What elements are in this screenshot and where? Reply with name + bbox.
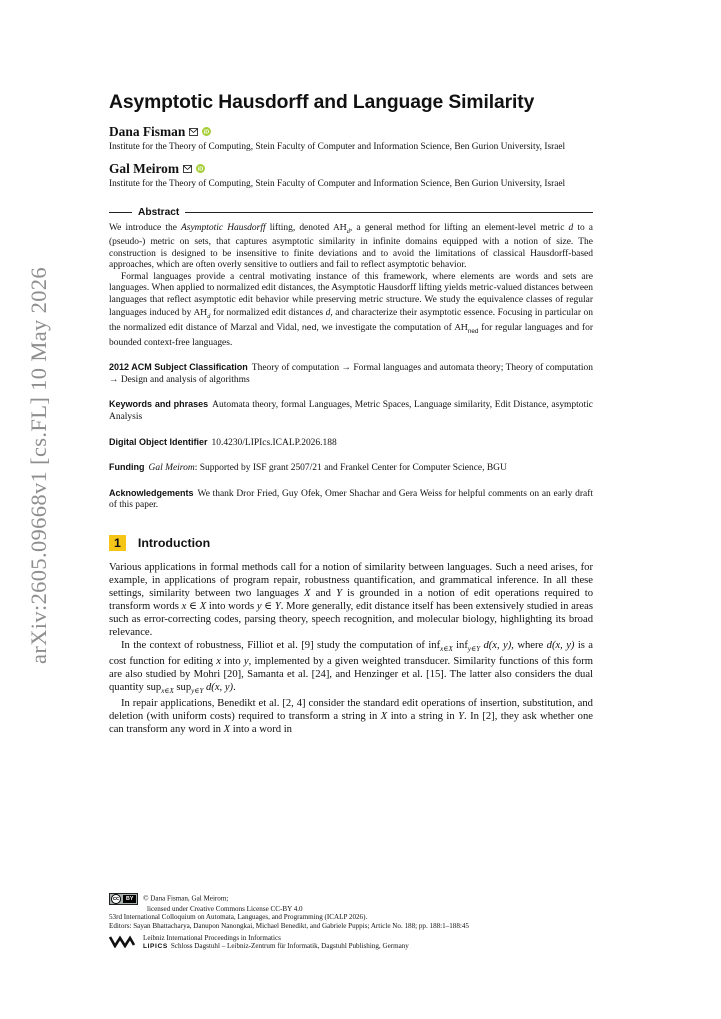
text-run: is grounded in a notion of edit operations required to transform words [109, 587, 594, 612]
author-name: Dana Fisman [109, 124, 186, 139]
orcid-icon[interactable] [202, 127, 211, 136]
math-variable: Y [458, 710, 464, 722]
text-run: Various applications in formal methods call for a notion of similarity between languages. Such a need arises, for example, in applications of program repair, robustness quantification, and grammatical inference. In all these settings, similarity between two languages [109, 561, 593, 599]
math-subscript: y∈Y [467, 644, 481, 653]
math-expression: d(x, y) [546, 639, 575, 651]
text-run: into words [206, 600, 257, 612]
math-subscript: x∈X [440, 644, 453, 653]
meta-label: Digital Object Identifier [109, 436, 208, 447]
arxiv-identifier-stamp[interactable]: arXiv:2605.09668v1 [cs.FL] 10 May 2026 [26, 266, 51, 664]
meta-label: Keywords and phrases [109, 399, 209, 410]
meta-text: Automata theory, formal Languages, Metric Spaces, Language similarity, Edit Distance, asymptotic Analysis [109, 400, 593, 422]
math-subscript: ned [467, 328, 479, 336]
acknowledgements [109, 488, 593, 512]
cc-by-license-badge[interactable] [109, 893, 138, 905]
lipics-block [109, 934, 593, 952]
meta-label: Acknowledgements [109, 487, 194, 498]
author-line [109, 161, 593, 176]
abstract-paragraph [109, 272, 593, 349]
math-subscript: d [207, 312, 211, 320]
acm-classification [109, 362, 593, 386]
text-run: is a cost function for editing [109, 639, 594, 667]
math-expression: d(x, y) [480, 639, 512, 651]
author-affiliation: Institute for the Theory of Computing, Stein Faculty of Computer and Information Science, Ben Gurion University, Israel [109, 179, 566, 190]
math-symbol: AH [193, 306, 208, 317]
text-run: Formal languages provide a central motivating instance of this framework, where elements are words and sets are languages. When applied to normalized edit distances, the Asymptotic Hausdorff lifting yields metric-valued distances between languages that reflect asymptotic edit behavior while preserving metric structure. We study the equivalence classes of regular languages induced by [109, 271, 593, 318]
svg-text:iD: iD [197, 166, 204, 173]
meta-label: Funding [109, 462, 145, 473]
by-icon: BY [123, 895, 136, 903]
text-run: into a word in [230, 723, 292, 735]
math-variable: y [243, 655, 249, 667]
text-run: into [220, 655, 244, 667]
abstract-label: Abstract [138, 206, 180, 218]
section-number: 1 [109, 535, 126, 551]
publisher-text: Schloss Dagstuhl – Leibniz-Zentrum für Informatik, Dagstuhl Publishing, Germany [170, 942, 409, 951]
keywords [109, 399, 593, 423]
math-variable: X [380, 710, 388, 722]
copyright-text: © Dana Fisman, Gal Meirom; [143, 894, 229, 903]
divider [109, 212, 132, 213]
math-operator: inf [428, 639, 441, 651]
math-expression: d(x, y) [203, 681, 234, 693]
lipics-text [143, 934, 409, 952]
meta-text: We thank Dror Fried, Guy Ofek, Omer Shachar and Gera Weiss for helpful comments on an early draft of this paper. [109, 488, 593, 511]
lipics-logo-icon [109, 934, 139, 948]
math-variable: d [325, 307, 331, 318]
body-paragraph [109, 698, 593, 737]
text-run: , where [511, 639, 547, 651]
math-variable: x [216, 655, 221, 667]
math-operator: sup [173, 681, 192, 693]
body-paragraph [109, 562, 593, 640]
mail-icon[interactable] [189, 128, 198, 136]
lipics-wordmark: LIPICS [143, 943, 168, 951]
paper-front-page [109, 86, 593, 737]
text-run: lifting, denoted [265, 222, 334, 233]
text-run: , we investigate the computation of [316, 323, 455, 334]
text-run: and [310, 587, 337, 599]
series-text: Leibniz International Proceedings in Informatics [143, 933, 281, 942]
author-affiliation: Institute for the Theory of Computing, Stein Faculty of Computer and Information Science, Ben Gurion University, Israel [109, 142, 566, 152]
math-variable: d [568, 222, 574, 233]
math-subscript: d [346, 227, 350, 235]
text-run: . More generally, edit distance itself has been extensively studied in areas such as error-correcting codes, parsing theory, speech recognition, and molecular biology, highlighting its broad relevance. [109, 600, 593, 638]
math-expression: y ∈ Y [256, 600, 281, 612]
divider [185, 212, 593, 213]
license-footer [109, 893, 593, 951]
math-variable: X [304, 587, 311, 599]
text-run: . [233, 681, 236, 693]
section-title: Introduction [137, 535, 211, 550]
math-subscript: y∈Y [191, 686, 204, 695]
section-heading [109, 535, 593, 551]
svg-text:iD: iD [203, 129, 210, 136]
math-subscript: x∈X [161, 686, 174, 695]
meta-text: Gal Meirom [148, 463, 195, 474]
meta-text: Theory of computation → Formal languages and automata theory; Theory of computation → Design and analysis of algorithms [109, 363, 593, 385]
abstract-paragraph [109, 222, 593, 272]
author-line [109, 124, 593, 139]
text-run: for normalized edit distances [210, 307, 326, 318]
body-paragraph [109, 640, 593, 698]
doi-link[interactable]: 10.4230/LIPIcs.ICALP.2026.188 [211, 437, 337, 448]
math-operator: inf [452, 639, 468, 651]
author-block [109, 161, 593, 190]
author-block [109, 124, 593, 153]
meta-text: : Supported by ISF grant 2507/21 and Frankel Center for Computer Science, BGU [194, 463, 507, 474]
meta-label: 2012 ACM Subject Classification [109, 362, 248, 373]
author-name: Gal Meirom [109, 161, 180, 177]
math-symbol: AH [454, 322, 468, 333]
text-run: for regular languages and for bounded context-free languages. [109, 323, 593, 348]
license-text: licensed under Creative Commons License CC-BY 4.0 [147, 905, 303, 913]
doi [109, 437, 593, 450]
copyright-line [109, 893, 593, 905]
text-run: We introduce the [109, 222, 182, 233]
abstract-heading [109, 207, 593, 218]
editors-text: Editors: Sayan Bhattacharya, Danupon Nanongkai, Michael Benedikt, and Gabriele Puppis; Article No. 188; pp. 188:1–188:45 [109, 921, 469, 930]
math-expression: x ∈ X [181, 600, 207, 612]
paper-title: Asymptotic Hausdorff and Language Similarity [109, 92, 535, 113]
emphasized-term: Asymptotic Hausdorff [181, 222, 266, 233]
conference-text: 53rd International Colloquium on Automata, Languages, and Programming (ICALP 2026). [109, 913, 368, 922]
text-run: In the context of robustness, Filliot et al. [9] study the computation of [121, 639, 429, 651]
orcid-icon[interactable] [196, 164, 205, 173]
text-run: to a (pseudo-) metric on sets, that captures asymptotic similarity in infinite domains equipped with a notion of size. The construction is designed to be insensitive to finite deviations and to avoid the limitations of classical Hausdorff-based approaches, which are often overly sensitive to outliers and fail to reflect asymptotic behavior. [109, 222, 594, 271]
mail-icon[interactable] [183, 165, 192, 173]
cc-icon: cc [113, 896, 119, 902]
text-run: In repair applications, Benedikt et al. [2, 4] consider the standard edit operations of insertion, substitution, and deletion (with uniform costs) required to transform a string in [109, 697, 593, 722]
math-variable: X [223, 723, 231, 735]
math-operator: ned [302, 322, 317, 333]
math-symbol: AH [333, 221, 347, 232]
text-run: . In [2], they ask whether one can transform any word in [109, 710, 593, 735]
math-operator: sup [146, 681, 162, 693]
funding [109, 462, 593, 475]
text-run: into a string in [387, 710, 459, 722]
text-run: , a general method for lifting an element-level metric [349, 222, 569, 233]
text-run: , implemented by a given weighted transducer. Similarity functions of this form are also studied by Mohri [20], Samanta et al. [24], and Henzinger et al. [15]. The latter also considers the dual quantity [109, 655, 593, 693]
math-variable: Y [336, 587, 343, 599]
text-run: , and characterize their asymptotic essence. Focusing in particular on the normalized edit distance of Marzal and Vidal, [109, 307, 594, 334]
